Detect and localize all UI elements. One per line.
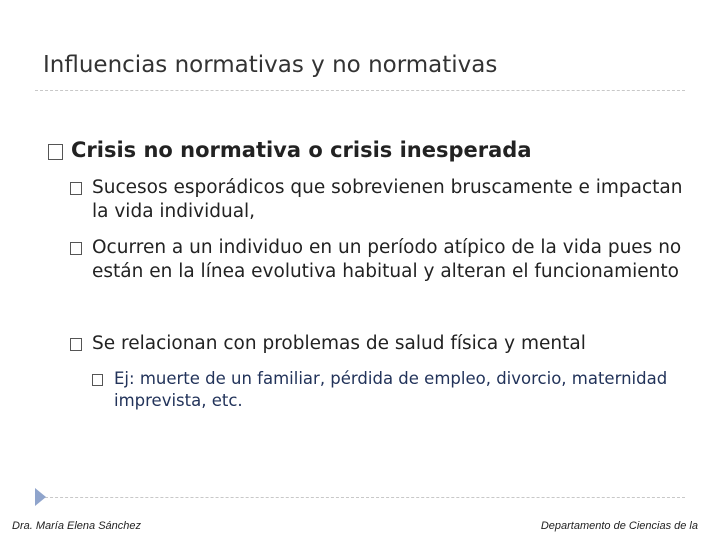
example-text: Ej: muerte de un familiar, pérdida de empleo, divorcio, maternidad imprevista, etc. [114, 369, 668, 410]
example-box-icon [92, 374, 103, 386]
sub-bullet-box-icon [70, 338, 82, 351]
sub-bullet-2-text: Ocurren a un individuo en un período atípico de la vida pues no están en la línea evolutiva habitual y alteran el funcionamiento [92, 237, 682, 282]
slide-title: Influencias normativas y no normativas [43, 52, 498, 78]
footer-arrow-icon [35, 488, 46, 506]
title-divider [35, 90, 685, 91]
sub-bullet-box-icon [70, 242, 82, 255]
footer-divider [35, 497, 685, 498]
bullet-box-icon [48, 144, 63, 160]
sub-bullet-3-text: Se relacionan con problemas de salud física y mental [92, 333, 586, 354]
footer-department: Departamento de Ciencias de la [540, 520, 698, 532]
footer-author: Dra. María Elena Sánchez [12, 520, 142, 532]
sub-bullet-box-icon [70, 182, 82, 195]
main-bullet-text: Crisis no normativa o crisis inesperada [71, 138, 532, 162]
sub-bullet-1-text: Sucesos esporádicos que sobrevienen bruscamente e impactan la vida individual, [92, 177, 683, 222]
